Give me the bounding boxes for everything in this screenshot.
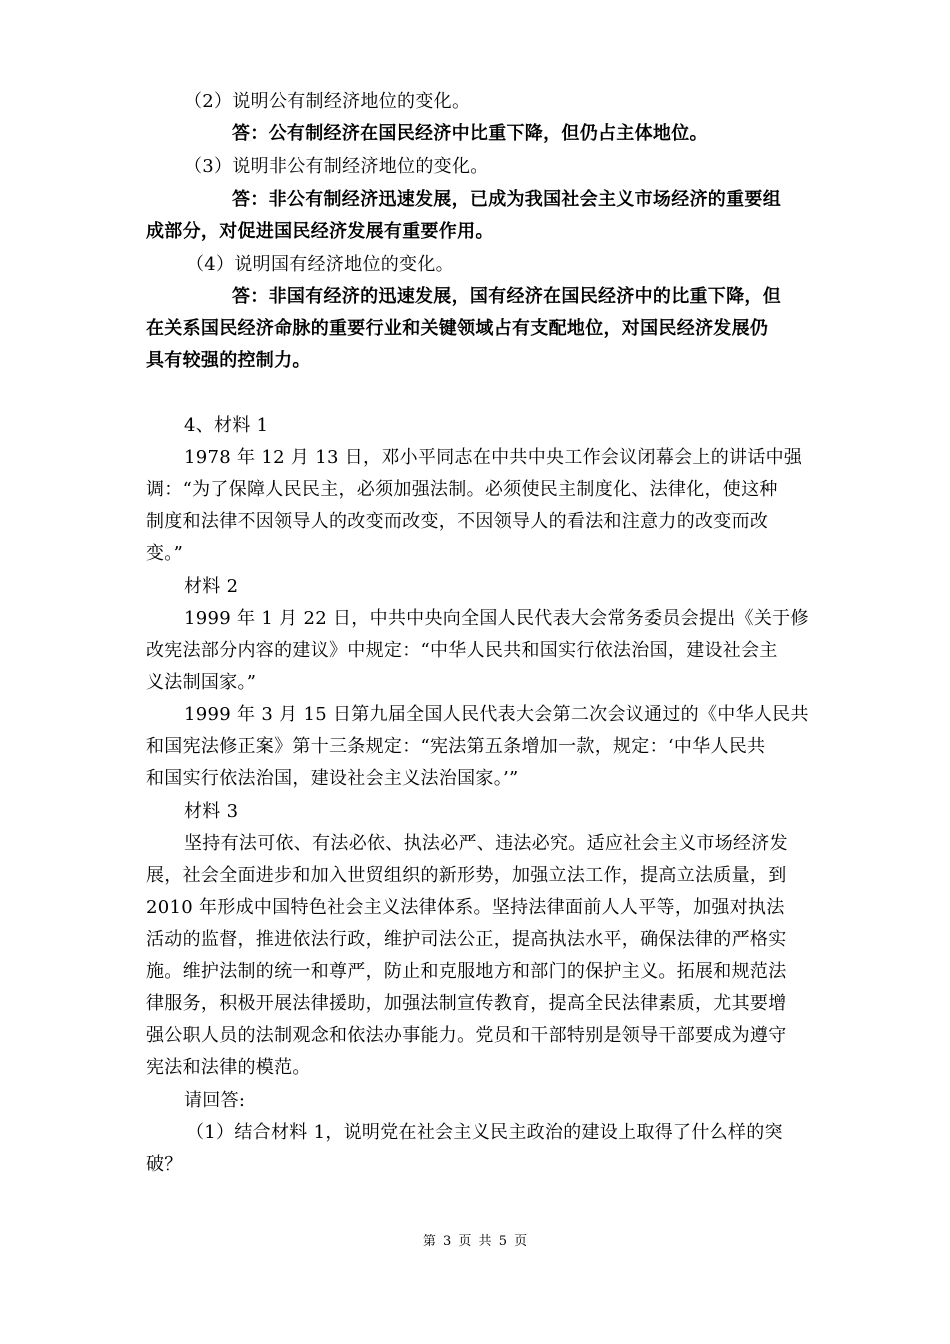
answer-3-line-1: 答：非公有制经济迅速发展，已成为我国社会主义市场经济的重要组 [232, 189, 781, 210]
material-3-line-8: 宪法和法律的模范。 [146, 1057, 311, 1078]
material-2-line-4: 1999 年 3 月 15 日第九届全国人民代表大会第二次会议通过的《中华人民共 [184, 704, 809, 725]
material-3-line-4: 活动的监督，推进依法行政，维护司法公正，提高执法水平，确保法律的严格实 [146, 929, 787, 950]
answer-3-line-2: 成部分，对促进国民经济发展有重要作用。 [146, 221, 494, 242]
material-2-line-1: 1999 年 1 月 22 日，中共中央向全国人民代表大会常务委员会提出《关于修 [184, 608, 809, 629]
question-2: （2）说明公有制经济地位的变化。 [184, 91, 471, 112]
material-2-heading: 材料 2 [184, 576, 239, 597]
answer-4-line-1: 答：非国有经济的迅速发展，国有经济在国民经济中的比重下降，但 [232, 286, 781, 307]
question-3: （3）说明非公有制经济地位的变化。 [184, 156, 489, 177]
material-3-line-7: 强公职人员的法制观念和依法办事能力。党员和干部特别是领导干部要成为遵守 [146, 1025, 787, 1046]
material-3-line-3: 2010 年形成中国特色社会主义法律体系。坚持法律面前人人平等，加强对执法 [146, 897, 785, 918]
answer-prompt: 请回答: [184, 1090, 246, 1111]
material-1-line-3: 制度和法律不因领导人的改变而改变，不因领导人的看法和注意力的改变而改 [146, 511, 769, 532]
material-2-line-5: 和国宪法修正案》第十三条规定：“宪法第五条增加一款，规定：‘中华人民共 [146, 736, 766, 757]
material-3-line-1: 坚持有法可依、有法必依、执法必严、违法必究。适应社会主义市场经济发 [184, 833, 788, 854]
answer-4-line-2: 在关系国民经济命脉的重要行业和关键领域占有支配地位，对国民经济发展仍 [146, 318, 769, 339]
answer-4-line-3: 具有较强的控制力。 [146, 350, 311, 371]
sub-question-1-line-2: 破？ [146, 1154, 183, 1175]
material-2-line-2: 改宪法部分内容的建议》中规定：“中华人民共和国实行依法治国，建设社会主 [146, 640, 778, 661]
material-2-line-3: 义法制国家。” [146, 672, 257, 693]
question-4: （4）说明国有经济地位的变化。 [186, 254, 454, 275]
material-3-heading: 材料 3 [184, 801, 239, 822]
page-number-footer: 第 3 页 共 5 页 [422, 1234, 528, 1249]
material-1-line-2: 调：“为了保障人民民主，必须加强法制。必须使民主制度化、法律化，使这种 [146, 479, 778, 500]
answer-2: 答：公有制经济在国民经济中比重下降，但仍占主体地位。 [232, 123, 708, 144]
material-3-line-5: 施。维护法制的统一和尊严，防止和克服地方和部门的保护主义。拓展和规范法 [146, 961, 787, 982]
question-4-heading: 4、材料 1 [184, 415, 269, 436]
sub-question-1-line-1: （1）结合材料 1，说明党在社会主义民主政治的建设上取得了什么样的突 [186, 1122, 783, 1143]
material-1-line-1: 1978 年 12 月 13 日，邓小平同志在中共中央工作会议闭幕会上的讲话中强 [184, 447, 803, 468]
material-3-line-6: 律服务，积极开展法律援助，加强法制宣传教育，提高全民法律素质，尤其要增 [146, 993, 787, 1014]
material-2-line-6: 和国实行依法治国，建设社会主义法治国家。’” [146, 768, 519, 789]
material-1-line-4: 变。” [146, 543, 184, 564]
material-3-line-2: 展，社会全面进步和加入世贸组织的新形势，加强立法工作，提高立法质量，到 [146, 865, 787, 886]
